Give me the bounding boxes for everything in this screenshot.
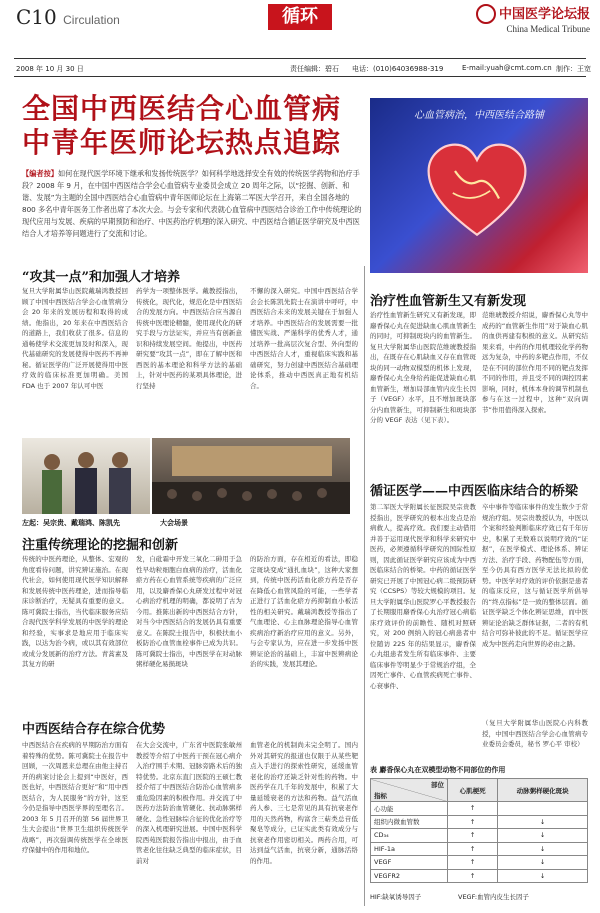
table-row xyxy=(371,802,588,816)
section-theory-col2: 发，自砒霜中开发三氧化二砷用于急性早幼粒细胞白血病的治疗，活血化瘀方药在心血管系统等疾病的广泛应用，以及麝香保心丸研发过程中对冠心病治疗机理的明确，都说明了古为今用。推陈出新的中西医结合方针，对当今中西医结合的发展仍具有重要意义。在陈院士报告中，积极扶血小板防治心血管血栓事件已成为共识。陈可冀院士指出，中西医学在对动脉粥样硬化易损斑块 xyxy=(136,555,242,668)
table-cell: ↑ xyxy=(448,869,498,883)
issue-date: 2008 年 10 月 30 日 xyxy=(16,65,84,73)
photo-caption-experts: 左起：吴宗贵、戴瑞鸿、陈凯先 xyxy=(22,519,120,527)
section-advantage-col2: 在大会交流中，广东省中医院张敏州教授等介绍了中医药干预在冠心病介入治疗围手术期、冠脉旁路术后的独特优势。北京东直门医院的王硕仁教授介绍了中西医结合防治心血管病多重危险因素的积极作用。并交流了中医药方法防治血管硬化、抗动脉粥样硬化、急性冠脉综合征的优化治疗等的深入机理研究进展。中国中医科学院西苑医院报告指出中报出，由于血管老化往往缺乏典型的临床症状，目前对 xyxy=(136,741,242,865)
phone: 电话：(010)64036988-319 xyxy=(352,65,444,73)
logo-text-zh: 中国医学论坛报 xyxy=(498,7,590,22)
section-title-talent: “攻其一点”和加强人才培养 xyxy=(22,270,180,285)
table-row-label: HIF-1a xyxy=(371,842,448,856)
section-badge: 循环 xyxy=(268,4,332,30)
section-title-advantage: 中西医结合存在综合优势 xyxy=(22,722,166,737)
logo-text-en: China Medical Tribune xyxy=(506,23,590,34)
table-header-plaque: 动脉粥样硬化斑块 xyxy=(498,779,588,802)
table-cell: ↑ xyxy=(448,856,498,870)
section-angiogenesis-col2: 范维琥教授介绍说，麝香保心丸等中成药的“血管新生作用”对于缺血心肌的血供再建有积极的意义。从研究结果来看，中药的作用机理较化学药物远为复杂，中药的多靶点作用，不仅是在不同的部位作用不同的靶点发挥不同的作用，并且受不同的调控因素影响，同时，机体本身的调节机制也参与在这一过程中，这种“双向调节”作用值得深入探索。 xyxy=(482,311,588,414)
conference-photo-icon xyxy=(152,438,350,514)
section-evidence-col1: 第二军医大学附属长征医院吴宗贵教授指出，医学研究的根本出发点是治病救人，提高疗效。我们要主动借用并善于运用现代医学和科学来研究中医药，必须遵循科学研究的国际性原则，因此循证医学研究应该成为中西医临床结合的桥梁。中药的循证医学研究已开展了中国冠心病二级预防研究（CCSPS）等较大规模的项目。复旦大学附属华山医院罗心平教授报告了长期服用麝香保心丸治疗冠心病临床疗效评价的前瞻性、随机对照研究，对 200 例纳入的冠心病患者中位随访 225 年的结果显示，麝香保心丸组患者发生所有临床事件、主要临床事件等明显少于常规治疗组，全因死亡事件、心血管疾病死亡事件、心衰事件、 xyxy=(370,503,476,690)
table-cell: ↓ xyxy=(498,815,588,829)
logo-mark-icon xyxy=(476,4,496,24)
column-divider xyxy=(364,266,365,906)
results-table xyxy=(370,778,588,883)
email: E-mail:yuah@cmt.com.cn xyxy=(462,64,552,72)
section-title-evidence: 循证医学——中西医临床结合的桥梁 xyxy=(370,484,579,499)
editors-note-tag: 【编者按】 xyxy=(22,169,58,178)
table-title: 表 麝香保心丸在双模型动物不同部位的作用 xyxy=(370,766,506,774)
corner-label-location: 部位 xyxy=(431,781,444,789)
editor-credit: 责任编辑：碧石 xyxy=(290,65,339,73)
table-row xyxy=(371,815,588,829)
column-name-en: Circulation xyxy=(63,13,120,27)
corner-label-indicator: 指标 xyxy=(374,792,387,800)
editors-note-text: 如何在现代医学环境下继承和发扬传统医学？如何科学地选择安全有效的传统医学药物和治疗手段？2008 年 9 月，在中国中西医结合学会心血管病专业委员会成立 20 周年之际，以“挖掘、创新、和谐、发展”为主题的全国中西医结合心血管病中青年医师论坛在上海第二军医大学召开，来自全国各地的 800 多名中青年医务工作者出席了本次大会。与会专家和代表就心血管病中西医结合诊治工作中传统理论的现代应用与发展、疾病的早期预防和治疗、中医药治疗机理的深入研究、中西医结合循证医学研究及中西医结合人才培养等问题进行了交流和讨论。 xyxy=(22,169,362,238)
table-cell: ↑ xyxy=(448,842,498,856)
section-evidence-credit: （复旦大学附属华山医院心内科教授，中国中西医结合学会心血管病专业委员会委员，秘书 罗心平 审校） xyxy=(482,719,588,748)
headline-line-2: 中青年医师论坛热点追踪 xyxy=(22,126,342,159)
table-row xyxy=(371,856,588,870)
table-cell: ↓ xyxy=(498,856,588,870)
section-advantage-col1: 中西医结合在疾病的早期防治方面有着特殊的优势。陈可冀院士在报告中回顾，一次周恩来总理在由他主持召开的病案讨论会上提到“中医好，西医也好，中西医结合更好”和“用中西医结合，为人民服务”的方针，这至今仍是指导中西医学界的至理名言。2003 年 5 月召开的第 56 届世界卫生大会提出“世界卫生组织传统医学战略”，再次强调传统医学在全球医疗保健中的作用和地位。 xyxy=(22,741,128,854)
section-title-theory: 注重传统理论的挖掘和创新 xyxy=(22,538,179,553)
table-row-label: CD₃₄ xyxy=(371,829,448,843)
section-advantage-col3: 血管老化的机制尚未完全明了。国内外对其研究的报道也仅限于从某些靶点入手进行的探索性研究，延缓血管老化的治疗还缺乏针对性的药物。中医药学在几千年的发展中，积累了大量延缓衰老的方法和药物。益气活血药人参、三七是常见的具有抗衰老作用的天然药物，构富含三萜类总苷低聚皂等成分，已证实此类有效成分与抗衰老作用密切相关。两药合用，可达到益气活血，抗衰分新，通脉活络的作用。 xyxy=(250,741,358,865)
table-corner-cell xyxy=(371,779,448,802)
hero-caption: 心血管病治，中西医结合路铺 xyxy=(414,110,544,121)
people-photo-icon xyxy=(22,438,150,514)
table-cell: ↓ xyxy=(498,842,588,856)
section-theory-col3: 的防治方面，存在相近的看法，即稳定斑块变成“通扎血块”，这种大家想到，传统中医药活血化瘀方药是否存在降低心血管风险的可能，一些学者正进行了活血化瘀方药抑制血小板活性的相关研究。戴瑞鸿教授等指出了气血理论、心主血脉理论指导心血管疾病治疗新治疗应用的意义。另外，与会专家认为，应在进一步发扬中医辨证论治的基础上，丰富中医辨病论治的实践，发展其理论。 xyxy=(250,555,358,668)
table-cell: ↓ xyxy=(498,869,588,883)
table-cell: ↑ xyxy=(448,829,498,843)
hero-heart-image xyxy=(370,98,588,273)
section-evidence-col2: 卒中事件等临床事件的发生数少于常规治疗组。吴宗贵教授认为，中医以个案和经验判断临床疗效已有千年历史，积累了无数难以说明疗效的“证据”，在医学模式、理论体系、辨证方法、治疗手段、药物配伍等方面，至今仍具有西方医学无法比拟的优势。中医学对疗效的评价依据是患者的临床反应，这与循证医学所倡导的“终点指标”是一致的整体层面。循证医学缺乏个体化辨证思维，而中医辨证论治缺乏群体证据，二者的有机结合可弥补彼此的不足。循证医学应成为中医药走向世界的必由之路。 xyxy=(482,503,588,648)
table-row xyxy=(371,842,588,856)
table-cell: ↑ xyxy=(448,815,498,829)
results-table-wrap xyxy=(370,778,588,883)
page-label: C10 xyxy=(16,5,57,29)
photo-caption-hall: 大会场景 xyxy=(160,519,188,527)
table-cell: ↓ xyxy=(498,829,588,843)
heart-illustration-icon xyxy=(422,138,532,248)
table-row-label: VEGF xyxy=(371,856,448,870)
section-title-angiogenesis: 治疗性血管新生又有新发现 xyxy=(370,294,527,309)
table-cell: ↑ xyxy=(448,802,498,816)
section-theory-col1: 传统的中医药理论，从整体、宏观的角度看待问题，讲究辨证施治。在现代社会，如何使用现代医学知识解释和发展传统中医药理论，进而指导临床诊断治疗，无疑具有重要的意义。陈可冀院士指出，当代临床服务应结合现代医学科学发展的中医学的理论和经验，实事求是地应用于临床实践，以达为治今病，或以其有效部位或成分发展新的治疗方法。青蒿素及其复方的研 xyxy=(22,555,128,668)
table-footnote-vegf: VEGF:血管内皮生长因子 xyxy=(458,893,530,901)
table-footnote-hif: HIF:缺氧诱导因子 xyxy=(370,893,422,901)
meta-rule xyxy=(14,76,586,77)
photo-three-experts xyxy=(22,438,150,514)
editors-note xyxy=(22,168,362,240)
production-credit: 制作：王宽 xyxy=(556,65,591,73)
section-talent-col1: 复旦大学附属华山医院戴瑞鸿教授回顾了中国中西医结合学会心血管病分会 20 年来的发展历程和取得的成绩。他指出，20 年来在中西医结合的道路上，我们收获了很多。信息的通畅使学术交流更加及时和深入，现代基础研究的发展使得中医药不再神秘。循证医学的广泛开展使得用中医疗效的临床标准更加明确。美国 FDA 也于 2007 年认可中医 xyxy=(22,287,128,390)
table-row xyxy=(371,829,588,843)
table-header-row xyxy=(371,779,588,802)
photo-conference-hall xyxy=(152,438,350,514)
table-row-label: 组织内微血管数 xyxy=(371,815,448,829)
section-angiogenesis-col1: 治疗性血管新生研究又有新发现，即麝香保心丸在促进缺血心肌血管新生的同时，可抑制斑块内的血管新生。复旦大学附属华山医院范维琥教授指出，在既存在心肌缺血又存在血管斑块的同一动物双模型的机体上发现，麝香保心丸全身给药能促进缺血心肌血管新生，增加局部血管内皮生长因子（VEGF）水平，且不增加斑块部分内血管新生，可抑制新生和斑块部分的 VEGF 表达（见下表）。 xyxy=(370,311,476,424)
table-header-mi: 心肌梗死 xyxy=(448,779,498,802)
table-cell xyxy=(498,802,588,816)
table-row-label: 心功能 xyxy=(371,802,448,816)
table-row-label: VEGFR2 xyxy=(371,869,448,883)
header-rule xyxy=(14,58,586,59)
newspaper-logo xyxy=(466,3,590,34)
page-number xyxy=(16,5,120,29)
table-row xyxy=(371,869,588,883)
section-talent-col2: 药学为一项整体医学。戴教授指出，传统化，现代化，规范化是中西医结合的发展方向。中西医结合应当源自传统中医理论精髓，使用现代化的研究手段与方法证实，并应当有创新意识和持续发展空间。他提出，中医药研究要“攻其一点”，即在了解中医和西医的基本理论和科学方法的基础上，针对中医药的某项具体理论，进行坚持 xyxy=(136,287,242,390)
section-talent-col3: 不懈的深入研究。中国中西医结合学会会长陈凯先院士在演讲中呼吁，中西医结合未来的发展关键在于加强人才培养。中西医结合的发展需要一批懂医实战、严谨科学的优秀人才，通过培养一批高层次复合型、外向型的中西医结合人才，重视临床实践和基础研究，努力创建中西医结合基础理论体系，推动中西医真正地有机结合。 xyxy=(250,287,358,390)
headline-line-1: 全国中西医结合心血管病 xyxy=(22,92,342,125)
